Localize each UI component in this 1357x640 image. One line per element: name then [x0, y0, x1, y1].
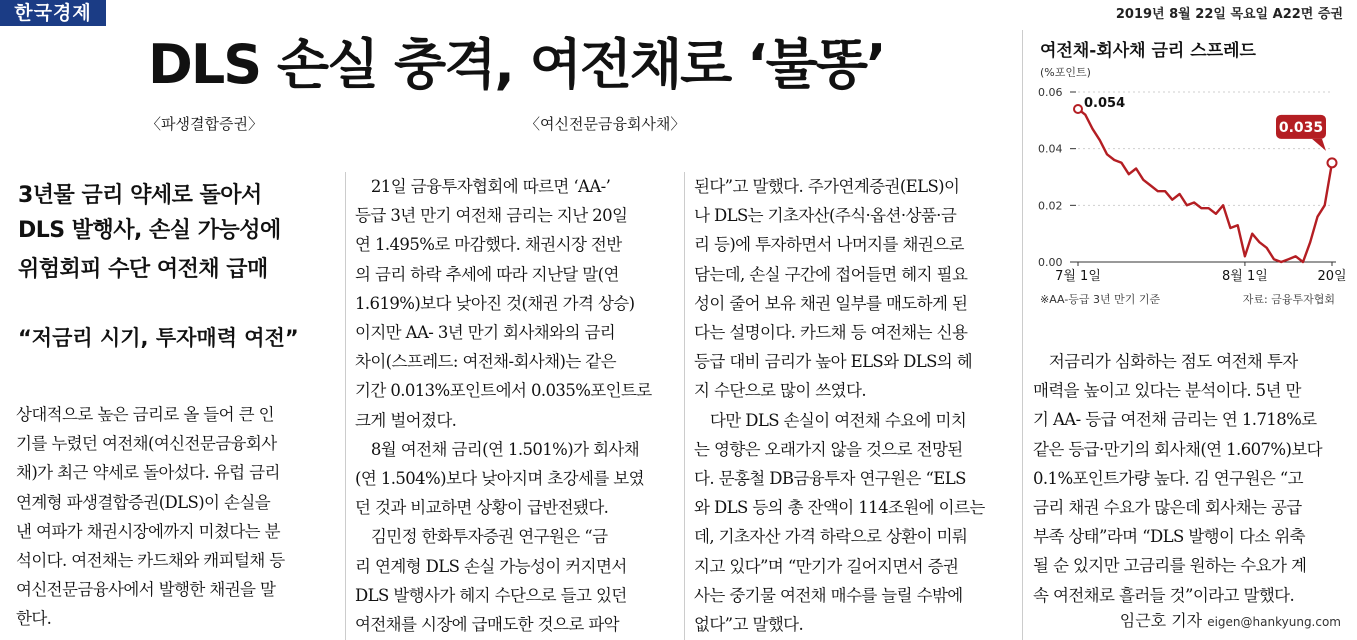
article-line: 는 영향은 오래가지 않을 것으로 전망된	[694, 439, 963, 459]
article-line: 상대적으로 높은 금리로 올 들어 큰 인	[16, 405, 274, 424]
article-line: (연 1.504%)보다 낮아지며 초강세를 보였	[355, 469, 644, 489]
article-line: 던 것과 비교하면 상황이 급반전됐다.	[355, 498, 609, 518]
pull-quote: “저금리 시기, 투자매력 여전”	[18, 326, 299, 350]
chart-note: ※AA-등급 3년 만기 기준	[1040, 293, 1161, 306]
article-line: 여신전문금융사에서 발행한 채권을 말	[16, 580, 276, 600]
column-divider	[345, 172, 346, 640]
article-line: DLS 발행사가 헤지 수단으로 들고 있던	[355, 585, 627, 605]
article-line: 기 AA- 등급 여전채 금리는 연 1.718%로	[1033, 410, 1317, 430]
byline	[1120, 608, 1341, 631]
byline-email[interactable]: eigen@hankyung.com	[1207, 615, 1341, 629]
byline-name: 임근호 기자	[1119, 611, 1203, 630]
x-tick-label: 8월 1일	[1222, 269, 1268, 284]
article-line: 지 수단으로 많이 쓰였다.	[694, 381, 866, 401]
article-line: 와 DLS 등의 총 잔액이 114조원에 이르는	[694, 498, 985, 518]
article-column-2	[355, 172, 677, 639]
article-line: 된다”고 말했다. 주가연계증권(ELS)이	[694, 177, 960, 196]
article-line: 한다.	[16, 609, 52, 629]
article-line: 부족 상태”라며 “DLS 발행이 다소 위축	[1033, 527, 1305, 547]
start-value-label: 0.054	[1084, 96, 1126, 111]
spread-line-chart	[1030, 74, 1350, 294]
chart-source: 자료: 금융투자협회	[1242, 293, 1335, 306]
newspaper-logo: 한국경제	[0, 0, 106, 26]
article-line: 석이다. 여전채는 카드채와 캐피털채 등	[16, 551, 285, 571]
article-line: 리 연계형 DLS 손실 가능성이 커지면서	[355, 556, 627, 576]
article-line: 여전채를 시장에 급매도한 것으로 파악	[355, 615, 620, 635]
headline-tag-bond: 〈여신전문금융회사채〉	[525, 115, 686, 133]
article-line: 담는데, 손실 구간에 접어들면 헤지 필요	[694, 264, 968, 284]
subheadline-3: 위험회피 수단 여전채 급매	[18, 257, 268, 282]
article-line: 같은 등급·만기의 회사채(연 1.607%)보다	[1033, 439, 1322, 459]
article-line: 채)가 최근 약세로 돌아섰다. 유럽 금리	[16, 463, 280, 483]
y-tick-label: 0.02	[1038, 199, 1063, 213]
article-line: 1.619%)보다 낮아진 것(채권 가격 상승)	[355, 293, 635, 313]
article-line: 21일 금융투자협회에 따르면 ‘AA-’	[355, 177, 611, 196]
column-divider	[684, 172, 685, 640]
end-point	[1328, 158, 1337, 167]
article-column-1	[16, 400, 338, 634]
headline: DLS 손실 충격, 여전채로 ‘불똥’	[148, 33, 885, 96]
article-line: 될 순 있지만 고금리를 원하는 수요가 계	[1033, 556, 1307, 576]
subheadline-2: DLS 발행사, 손실 가능성에	[18, 218, 281, 243]
article-line: 다만 DLS 손실이 여전채 수요에 미치	[694, 410, 967, 430]
article-line: 김민정 한화투자증권 연구원은 “금	[355, 527, 608, 547]
y-tick-label: 0.06	[1038, 86, 1063, 99]
article-line: 데, 기초자산 가격 하락으로 상환이 미뤄	[694, 527, 968, 547]
article-line: 연계형 파생결합증권(DLS)이 손실을	[16, 492, 271, 512]
y-tick-label: 0.04	[1038, 142, 1063, 156]
headline-tag-dls: 〈파생결합증권〉	[146, 115, 263, 133]
x-tick-label: 20일	[1317, 269, 1347, 284]
x-tick-label: 7월 1일	[1055, 269, 1101, 284]
article-line: 다는 설명이다. 카드채 등 여전채는 신용	[694, 323, 968, 343]
article-line: 지고 있다”며 “만기가 길어지면서 증권	[694, 556, 959, 576]
dateline: 2019년 8월 22일 목요일 A22면 증권	[1115, 7, 1343, 22]
article-line: 매력을 높이고 있다는 분석이다. 5년 만	[1033, 381, 1301, 401]
article-line: 없다”고 말했다.	[694, 615, 804, 635]
y-tick-label: 0.00	[1038, 256, 1063, 269]
article-line: 등급 대비 금리가 높아 ELS와 DLS의 헤	[694, 352, 973, 372]
article-line: 저금리가 심화하는 점도 여전채 투자	[1033, 352, 1298, 371]
article-line: 연 1.495%로 마감했다. 채권시장 전반	[355, 235, 622, 255]
chart-title: 여전채-회사채 금리 스프레드	[1040, 41, 1256, 61]
article-line: 0.1%포인트가량 높다. 김 연구원은 “고	[1033, 468, 1303, 488]
article-line: 나 DLS는 기초자산(주식·옵션·상품·금	[694, 206, 957, 226]
column-divider	[1022, 30, 1023, 640]
start-point	[1074, 105, 1082, 113]
article-line: 낸 여파가 채권시장에까지 미쳤다는 분	[16, 521, 281, 541]
article-column-3	[694, 172, 1016, 639]
end-value-label: 0.035	[1278, 119, 1324, 136]
article-line: 기간 0.013%포인트에서 0.035%포인트로	[355, 381, 652, 401]
article-line: 8월 여전채 금리(연 1.501%)가 회사채	[355, 439, 640, 459]
article-line: 등급 3년 만기 여전채 금리는 지난 20일	[355, 206, 628, 226]
subheadline-1: 3년물 금리 약세로 돌아서	[18, 183, 262, 208]
article-line: 성이 줄어 보유 채권 일부를 매도하게 된	[694, 293, 968, 313]
article-line: 이지만 AA- 3년 만기 회사채와의 금리	[355, 323, 616, 343]
article-line: 다. 문홍철 DB금융투자 연구원은 “ELS	[694, 469, 966, 489]
chart-unit: (%포인트)	[1040, 66, 1091, 79]
article-line: 기를 누렸던 여전채(여신전문금융회사	[16, 434, 277, 454]
article-line: 의 금리 하락 추세에 따라 지난달 말(연	[355, 264, 619, 284]
article-line: 차이(스프레드: 여전채-회사채)는 같은	[355, 352, 616, 372]
article-line: 금리 채권 수요가 많은데 회사채는 공급	[1033, 498, 1302, 518]
article-column-4	[1033, 347, 1355, 610]
article-line: 사는 중기물 여전채 매수를 늘릴 수밖에	[694, 585, 963, 605]
article-line: 리 등)에 투자하면서 나머지를 채권으로	[694, 235, 964, 255]
article-line: 크게 벌어졌다.	[355, 410, 457, 430]
article-line: 속 여전채로 흘러들 것”이라고 말했다.	[1033, 585, 1295, 605]
